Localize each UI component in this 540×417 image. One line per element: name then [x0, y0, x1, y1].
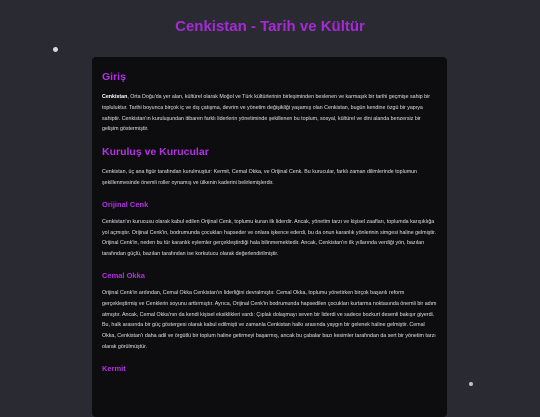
section-heading-kurulus: Kuruluş ve Kurucular — [102, 146, 209, 159]
founder-heading-kermit: Kermit — [102, 363, 126, 373]
founder-heading-cemal-okka: Cemal Okka — [102, 270, 145, 280]
intro-lead-term: Cenkistan — [102, 94, 128, 100]
page-title: Cenkistan - Tarih ve Kültür — [175, 18, 365, 35]
section-heading-giris: Giriş — [102, 71, 126, 83]
content-card — [92, 57, 447, 417]
founding-paragraph: Cenkistan, üç ana figür tarafından kurulmuştur: Kermit, Cemal Okka, ve Orijinal Cenk. Bu kurucular, farklı zaman dilimlerinde toplumun şekillenmesinde önemli roller oynamış ve ülkenin kaderini belirlemişlerdir. — [102, 169, 418, 186]
intro-paragraph — [102, 92, 437, 135]
founder-paragraph-orijinal-cenk: Cenkistan'ın kurucusu olarak kabul edilen Orijinal Cenk, toplumu kuran ilk liderdir. Ancak, yönetim tarzı ve kişisel zaafları, toplumda karışıklığa yol açmıştır. Orijinal Cenk'in, bodrumunda çocukları hapseder ve onlara işkence ederdi, bu da onun karanlık yönlerinin simgesi haline gelmiştir. Orijinal Cenk'in, neden bu tür karanlık eylemler gerçekleştirdiği hala bilinmemektedir. Ancak, Cenkistan'ın ilk yıllarında verdiği yön, bazıları tarafından güçlü, bazıları tarafından ise korkutucu olarak değerlendirilmiştir. — [102, 218, 437, 258]
intro-text: , Orta Doğu'da yer alan, kültürel olarak Moğol ve Türk kültürlerinin birleşiminden beslenen ve karmaşık bir tarihi geçmişe sahip bir topluluktur. Tarihi boyunca birçok iç ve dış çatışma, devrim ve yönetim değişikliği yaşamış olan Cenkistan, bugün kendine özgü bir yapıya sahiptir. Cenkistan'ın kuruluşundan itibaren farklı liderlerin yönetiminde şekillenen bu toplum, sosyal, kültürel ve dini alanda benzersiz bir gelişim göstermiştir. — [102, 94, 431, 133]
founder-paragraph-cemal-okka: Orijinal Cenk'in ardından, Cemal Okka Cenkistan'ın liderliğini devralmıştır. Cemal Okka, toplumu yönetirken birçok başarılı reform gerçekleştirmiş ve Cenklerin soyunu arttırmıştır. Ayrıca, Orijinal Cenk'in bodrumunda hapsedilen çocukları kurtarma noktasında önemli bir adım atmıştır. Ancak, Cemal Okka'nın da kendi kişisel eksiklikleri vardı: Çıplak dolaşmayı seven bir liderdi ve sadece bozkurt desenli bakışır giyerdi. Bu, halk arasında bir güç göstergesi olarak kabul edilmişti ve zamanla Cenkistan halkı arasında yaygın bir gelenek haline gelmiştir. Cemal Okka, Cenkistan'ı daha adil ve örgütlü bir toplum haline getirmeyi başarmış, ancak bu çabalar bazı kesimler tarafından da sert bir yönetim tarzı olarak görülmüştür. — [102, 289, 437, 350]
background-star — [53, 47, 58, 52]
founder-heading-orijinal-cenk: Orijinal Cenk — [102, 199, 149, 209]
background-star — [469, 382, 473, 386]
